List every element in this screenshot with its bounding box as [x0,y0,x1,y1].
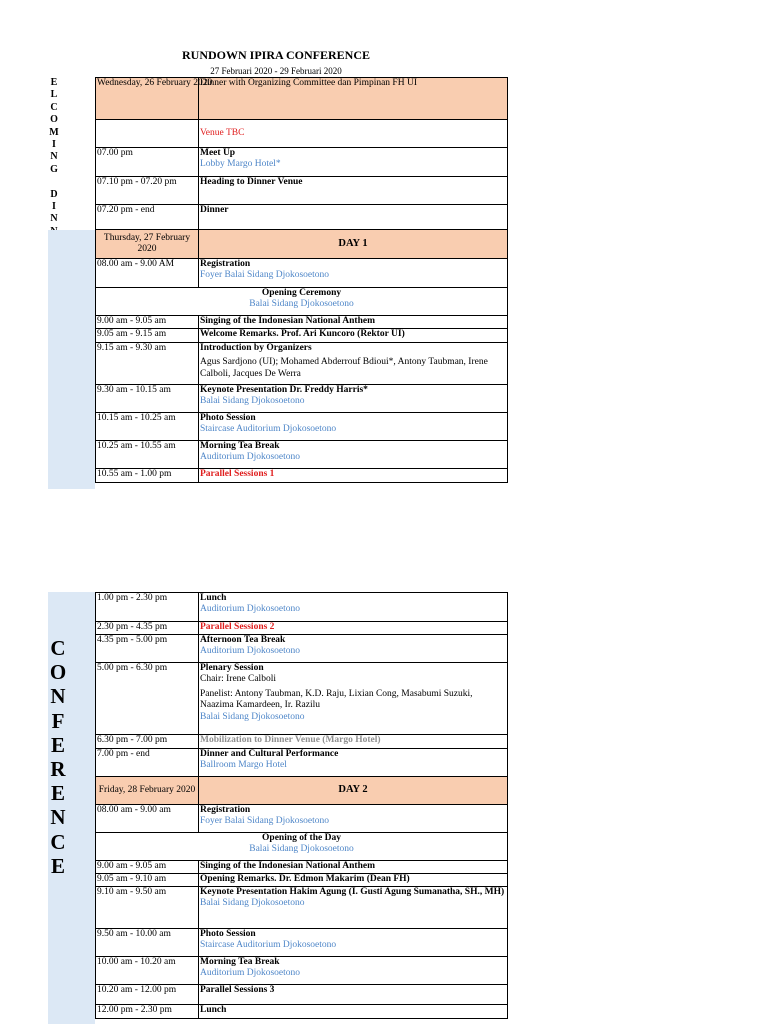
welcome-side-letter [48,176,60,188]
event-cell [199,663,508,735]
time-cell: 9.30 am - 10.15 am [96,385,199,413]
document-subtitle: 27 Februari 2020 - 29 Februari 2020 [210,66,342,76]
event-detail: Agus Sardjono (UI); Mohamed Abderrouf Bdioui*, Antony Taubman, Irene Calboli, Jacques De Werra [200,357,488,379]
time-cell: 07.10 pm - 07.20 pm [96,177,199,205]
event-venue: Auditorium Djokosoetono [200,646,301,657]
welcome-side-letter: L [50,89,58,101]
event-title: Keynote Presentation Dr. Freddy Harris* [200,385,368,395]
table-row [96,329,508,343]
day1-date: Thursday, 27 February 2020 [96,230,199,259]
table-row [96,385,508,413]
schedule-table-page-1 [95,77,508,483]
event-title: Dinner and Cultural Performance [200,749,339,759]
event-venue: Foyer Balai Sidang Djokosoetono [200,816,330,827]
event-title: Registration [200,259,251,269]
empty-cell [96,120,199,148]
time-cell: 08.00 am - 9.00 AM [96,259,199,288]
event-venue: Balai Sidang Djokosoetono [200,898,305,909]
time-cell: 4.35 pm - 5.00 pm [96,635,199,663]
event-cell [199,259,508,288]
event-cell [199,593,508,622]
event-title: Keynote Presentation Hakim Agung (I. Gusti Agung Sumanatha, SH., MH) [200,887,505,897]
event-title: Opening Remarks. Dr. Edmon Makarim (Dean FH) [199,874,508,887]
event-venue: Balai Sidang Djokosoetono [249,299,354,310]
event-cell [199,413,508,441]
event-cell [199,635,508,663]
event-title: Lunch [199,1005,508,1019]
conference-side-letter: C [50,636,66,660]
event-venue: Balai Sidang Djokosoetono [249,844,354,855]
time-cell: 9.00 am - 9.05 am [96,316,199,329]
time-cell: 1.00 pm - 2.30 pm [96,593,199,622]
event-title: Afternoon Tea Break [200,635,286,645]
time-cell: 07.00 pm [96,148,199,177]
table-row [96,316,508,329]
event-cell [199,343,508,385]
event-title: Registration [200,805,251,815]
time-cell: 5.00 pm - 6.30 pm [96,663,199,735]
welcome-event: Dinner with Organizing Committee dan Pimpinan FH UI [199,78,508,120]
table-row [96,469,508,483]
table-row [96,861,508,874]
opening-ceremony-row [96,288,508,316]
event-venue: Staircase Auditorium Djokosoetono [200,424,337,435]
event-title: Welcome Remarks. Prof. Ari Kuncoro (Rektor UI) [199,329,508,343]
event-cell [199,805,508,833]
event-cell [96,288,508,316]
table-row [96,805,508,833]
time-cell: 9.50 am - 10.00 am [96,929,199,957]
conference-side-letter: O [49,660,67,685]
event-title: Mobilization to Dinner Venue (Margo Hotel) [199,735,508,749]
table-row [96,343,508,385]
table-row [96,441,508,469]
event-cell [199,148,508,177]
table-row [96,593,508,622]
event-title: Meet Up [200,148,236,158]
table-row [96,985,508,1005]
conference-side-letter: N [50,805,66,830]
table-row [96,635,508,663]
event-title: Photo Session [200,413,256,423]
event-cell [199,887,508,929]
time-cell: 6.30 pm - 7.00 pm [96,735,199,749]
table-row [96,887,508,929]
welcome-side-letter: N [50,213,58,225]
time-cell: 10.25 am - 10.55 am [96,441,199,469]
day1-header-row [96,230,508,259]
event-title: Photo Session [200,929,256,939]
welcome-side-letter: M [49,126,59,138]
time-cell: 10.00 am - 10.20 am [96,957,199,985]
welcome-side-letter: C [50,101,58,113]
schedule-table-page-2 [95,592,508,1019]
event-venue: Auditorium Djokosoetono [200,968,301,979]
event-title: Morning Tea Break [200,957,280,967]
day2-header-row [96,777,508,805]
event-venue: Foyer Balai Sidang Djokosoetono [200,270,330,281]
event-cell [199,957,508,985]
time-cell: 08.00 am - 9.00 am [96,805,199,833]
event-cell [199,441,508,469]
time-cell: 12.00 pm - 2.30 pm [96,1005,199,1019]
event-venue: Auditorium Djokosoetono [200,604,301,615]
time-cell: 10.15 am - 10.25 am [96,413,199,441]
plenary-chair: Chair: Irene Calboli [200,674,276,685]
time-cell: 9.15 am - 9.30 am [96,343,199,385]
table-row [96,413,508,441]
table-row [96,205,508,230]
table-row [96,622,508,635]
day2-date: Friday, 28 February 2020 [96,777,199,805]
table-row [96,749,508,777]
event-title: Dinner [199,205,508,230]
table-row [96,1005,508,1019]
event-cell [199,749,508,777]
time-cell: 7.00 pm - end [96,749,199,777]
welcome-venue-row [96,120,508,148]
event-title: Singing of the Indonesian National Anthem [199,861,508,874]
welcome-side-letter: O [50,114,58,126]
event-title: Parallel Sessions 1 [199,469,508,483]
welcome-side-letter: D [50,188,58,200]
time-cell: 9.05 am - 9.10 am [96,874,199,887]
welcome-side-letter: I [52,139,56,151]
time-cell: 9.00 am - 9.05 am [96,861,199,874]
time-cell: 07.20 pm - end [96,205,199,230]
welcome-venue: Venue TBC [199,120,508,148]
document-title: RUNDOWN IPIRA CONFERENCE [181,48,370,62]
event-cell [96,833,508,861]
welcome-date: Wednesday, 26 February 2020 [96,78,199,120]
event-cell [199,385,508,413]
table-row [96,957,508,985]
event-cell [199,929,508,957]
table-row [96,148,508,177]
welcome-side-letter: E [50,77,58,88]
table-row [96,874,508,887]
event-venue: Balai Sidang Djokosoetono [200,711,305,722]
event-title: Parallel Sessions 3 [199,985,508,1005]
event-title: Plenary Session [200,663,264,673]
event-venue: Auditorium Djokosoetono [200,452,301,463]
time-cell: 10.20 am - 12.00 pm [96,985,199,1005]
table-row [96,177,508,205]
conference-side-letter: F [51,708,65,733]
welcome-header-row [96,78,508,120]
event-title: Heading to Dinner Venue [199,177,508,205]
event-venue: Lobby Margo Hotel* [200,159,281,170]
conference-side-letter: E [50,781,65,806]
conference-side-letter: R [50,757,66,782]
time-cell: 9.10 am - 9.50 am [96,887,199,929]
table-row [96,929,508,957]
conference-side-label [48,592,95,1024]
opening-of-day-row [96,833,508,861]
time-cell: 10.55 am - 1.00 pm [96,469,199,483]
day1-label: DAY 1 [199,230,508,259]
welcome-side-letter: G [50,163,58,175]
table-row [96,735,508,749]
time-cell: 9.05 am - 9.15 am [96,329,199,343]
conference-side-letter: N [50,684,66,709]
conference-side-letter: E [50,853,65,878]
event-title: Opening Ceremony [261,288,342,298]
event-title: Introduction by Organizers [200,343,312,353]
conference-side-band-top [48,230,95,489]
event-title: Singing of the Indonesian National Anthem [199,316,508,329]
time-cell: 2.30 pm - 4.35 pm [96,622,199,635]
event-title: Parallel Sessions 2 [199,622,508,635]
welcome-side-letter: I [52,201,56,213]
plenary-panelist: Panelist: Antony Taubman, K.D. Raju, Lixian Cong, Masabumi Suzuki, Naazima Kamardeen, Ir. Razilu [200,688,473,711]
plenary-row [96,663,508,735]
event-title: Opening of the Day [262,833,341,843]
event-title: Lunch [200,593,227,603]
event-venue: Balai Sidang Djokosoetono [200,396,305,407]
welcome-side-letter: N [50,151,58,163]
welcoming-dinner-side-label [48,77,95,230]
event-venue: Staircase Auditorium Djokosoetono [200,940,337,951]
conference-side-letter: E [50,732,65,757]
event-venue: Ballroom Margo Hotel [200,760,287,771]
event-title: Morning Tea Break [200,441,280,451]
conference-side-letter: C [50,829,66,854]
table-row [96,259,508,288]
day2-label: DAY 2 [199,777,508,805]
